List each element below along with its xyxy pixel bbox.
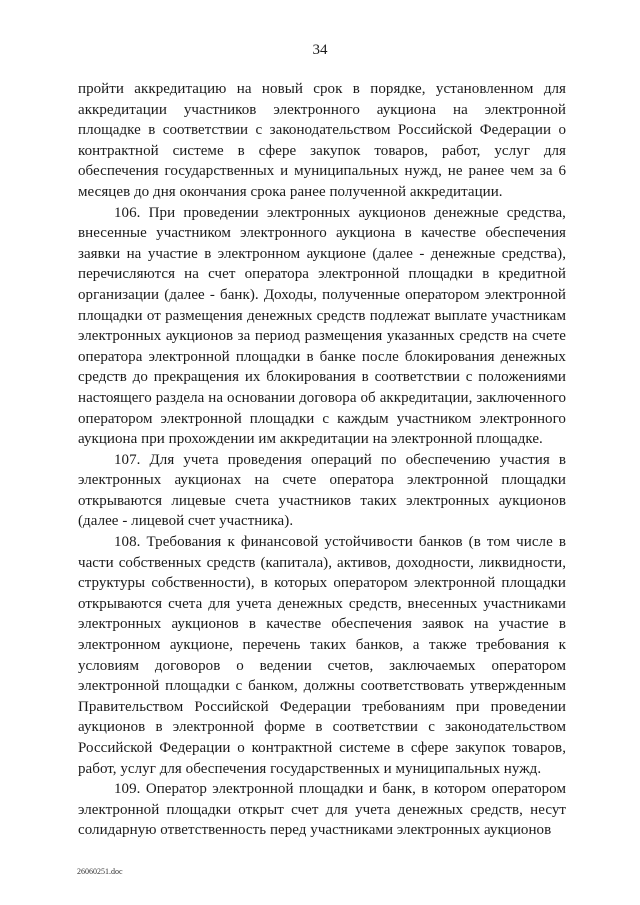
footer-filename: 26060251.doc <box>77 867 123 876</box>
paragraph-107: 107. Для учета проведения операций по обеспечению участия в электронных аукционах на счете оператора электронной площадки открываются лицевые счета участников таких электронных аукционов (далее - лицевой счет участника). <box>78 451 566 530</box>
paragraph-108: 108. Требования к финансовой устойчивости банков (в том числе в части собственных средств (капитала), активов, доходности, ликвидности, структуры собственности), в которых оператором электронной площадки открываются счета для учета денежных средств, внесенных участниками электронных аукционов в качестве обеспечения заявок на участие в электронном аукционе, перечень таких банков, а также требования к условиям договоров о ведении счетов, заключаемых оператором электронной площадки с банком, должны соответствовать утвержденным Правительством Российской Федерации требованиям при проведении аукционов в электронной форме в соответствии с законодательством Российской Федерации о контрактной системе в сфере закупок товаров, работ, услуг для обеспечения государственных и муниципальных нужд. <box>78 534 566 777</box>
body-text <box>78 79 566 841</box>
paragraph-continuation: пройти аккредитацию на новый срок в порядке, установленном для аккредитации участников электронного аукциона на электронной площадке в соответствии с законодательством Российской Федерации о контрактной системе в сфере закупок товаров, работ, услуг для обеспечения государственных и муниципальных нужд, не ранее чем за 6 месяцев до дня окончания срока ранее полученной аккредитации. <box>78 81 566 200</box>
paragraph-106: 106. При проведении электронных аукционов денежные средства, внесенные участником электронного аукциона в качестве обеспечения заявки на участие в электронном аукционе (далее - денежные средства), перечисляются на счет оператора электронной площадки в кредитной организации (далее - банк). Доходы, полученные оператором электронной площадки от размещения денежных средств подлежат выплате участникам электронных аукционов за период размещения указанных средств на счете оператора электронной площадки в банке после блокирования денежных средств до прекращения их блокирования в соответствии с положениями настоящего раздела на основании договора об аккредитации, заключенного оператором электронной площадки с каждым участником электронного аукциона при прохождении им аккредитации на электронной площадке. <box>78 204 566 448</box>
paragraph-109: 109. Оператор электронной площадки и банк, в котором оператором электронной площадки открыт счет для учета денежных средств, несут солидарную ответственность перед участниками электронных аукционов <box>78 781 566 839</box>
page-number: 34 <box>312 42 328 58</box>
